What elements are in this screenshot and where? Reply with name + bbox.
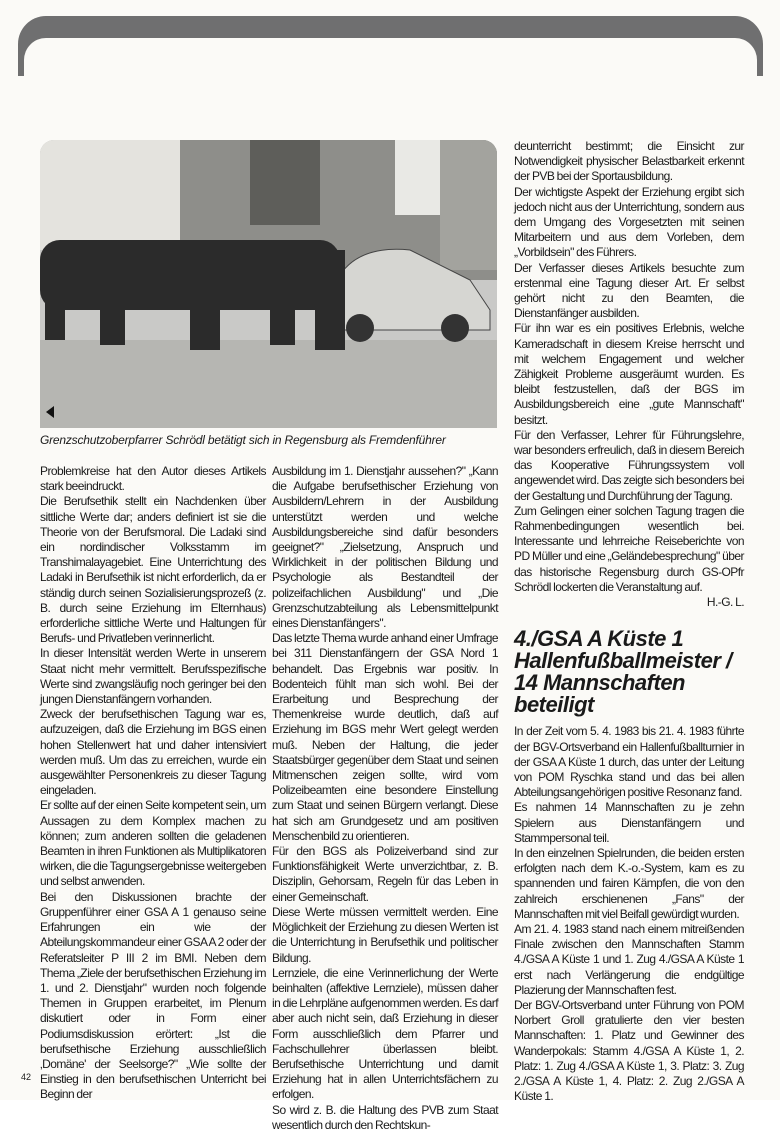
paragraph: Für den Verfasser, Lehrer für Führungslehre, war besonders erfreulich, daß in diesem Bereich das Kooperative Führungssystem voll angewendet wird. Das zeigte sich besonders bei der Gestaltung und Durchführung der Tagung. — [514, 427, 744, 503]
paragraph: Ausbildung im 1. Dienstjahr aussehen?" „Kann die Aufgabe berufsethischer Erziehung von Ausbildern/Lehrern in der Ausbildung unterstützt werden und welche Ausbildungsbereiche sind dafür besonders geeignet?" „Zielsetzung, Anspruch und Wirklichkeit in der politischen Bildung und Psychologie als Bestandteil der polizeifachlichen Ausbildung" und „Die Grenzschutzabteilung als Lebensmittelpunkt eines Dienstanfängers". — [272, 464, 498, 631]
paragraph: Zweck der berufsethischen Tagung war es, aufzuzeigen, daß die Erziehung im BGS einen hohen Stellenwert hat und daher intensiviert werden muß. Um das zu erreichen, wurde ein ausgewählter Personenkreis zu dieser Tagung eingeladen. — [40, 707, 266, 798]
paragraph: Der BGV-Ortsverband unter Führung von POM Norbert Groll gratulierte den vier besten Mannschaften: 1. Platz und Gewinner des Wanderpokals: Stamm 4./GSA A Küste 1, 2. Platz: 1. Zug 4./GSA A Küste 1, 3. Platz: 3. Zug 2./GSA A Küste 1, 4. Platz: 2. Zug 2./GSA A Küste 1. — [514, 997, 744, 1104]
paragraph: Das letzte Thema wurde anhand einer Umfrage bei 311 Dienstanfängern der GSA Nord 1 behandelt. Das Ergebnis war positiv. In Bodenteich fühlt man sich wohl. Bei der Erarbeitung und Besprechung der Themenkreise wurde deutlich, daß auf Erziehung im BGS mehr Wert gelegt werden muß. Neben der Haltung, die jeder Staatsbürger gegenüber dem Staat und seinen Mitmenschen zeigen sollte, wird vom Polizeibeamten eine besondere Einstellung zum Staat und seinen Bürgern verlangt. Diese hat sich am Grundgesetz und am positiven Menschenbild zu orientieren. — [272, 631, 498, 843]
article-column-1 — [40, 464, 266, 1103]
paragraph: Zum Gelingen einer solchen Tagung tragen die Rahmenbedingungen wesentlich bei. Interessante und lehrreiche Reiseberichte von PD Müller und eine „Geländebesprechung" über das historische Regensburg durch GS-OPfr Schrödl lockerten die Veranstaltung auf. — [514, 503, 744, 594]
paragraph: So wird z. B. die Haltung des PVB zum Staat wesentlich durch den Rechtskun- — [272, 1102, 498, 1132]
paragraph: Problemkreise hat den Autor dieses Artikels stark beeindruckt. — [40, 464, 266, 494]
page-number: 42 — [21, 1072, 32, 1082]
photo-caption: Grenzschutzoberpfarrer Schrödl betätigt sich in Regensburg als Fremdenführer — [40, 433, 446, 447]
paragraph: Für den BGS als Polizeiverband sind zur Funktionsfähigkeit Werte unverzichtbar, z. B. Disziplin, Gehorsam, Regeln für das Leben in einer Gemeinschaft. — [272, 844, 498, 904]
paragraph: Bei den Diskussionen brachte der Gruppenführer einer GSA A 1 genauso seine Erfahrungen ein wie der Abteilungskommandeur einer GSA A 2 oder der Referatsleiter P III 2 im BMI. Neben dem Thema „Ziele der berufsethischen Erziehung im 1. und 2. Dienstjahr" wurden noch folgende Themen in Gruppen erarbeitet, im Plenum diskutiert oder in Form einer Podiumsdiskussion erörtert: „Ist die berufsethische Erziehung ausschließlich ‚Domäne' der Seelsorge?" „Wie sollte der Einstieg in den berufsethischen Unterricht bei Beginn der — [40, 889, 266, 1102]
article-column-2 — [272, 464, 498, 1133]
photo-regensburg-tour — [40, 140, 497, 428]
paragraph: Am 21. 4. 1983 stand nach einem mitreißenden Finale zwischen den Mannschaften Stamm 4./GSA A Küste 1 und 1. Zug 4./GSA A Küste 1 erst nach Verlängerung die endgültige Plazierung der Mannschaften fest. — [514, 921, 744, 997]
paragraph: In dieser Intensität werden Werte in unserem Staat nicht mehr vermittelt. Berufsspezifische Werte sind zwangsläufig noch geringer bei den jungen Dienstanfängern vorhanden. — [40, 646, 266, 707]
paragraph: Die Berufsethik stellt ein Nachdenken über sittliche Werte dar; anders definiert ist sie die Theorie von der Berufsmoral. Die Ladaki sind ein nordindischer Volksstamm im Transhimalayagebiet. Eine Unterrichtung des Ladaki in Berufsethik ist nicht erforderlich, da er ständig durch seinen Sozialisierungsprozeß (z. B. durch seine Erziehung im Elternhaus) erforderliche sittliche Werte und Haltungen für Berufs- und Privatleben verinnerlicht. — [40, 494, 266, 646]
paragraph: Lernziele, die eine Verinnerlichung der Werte beinhalten (affektive Lernziele), müssen daher in die Lehrpläne aufgenommen werden. Es darf aber auch nicht sein, daß Erziehung in dieser Form ausschließlich dem Pfarrer und Fachschullehrer überlassen bleibt. Berufsethische Unterrichtung und damit Erziehung hat in allen Unterrichtsfächern zu erfolgen. — [272, 965, 498, 1102]
paragraph: Der wichtigste Aspekt der Erziehung ergibt sich jedoch nicht aus der Unterrichtung, sondern aus dem Umgang des Vorgesetzten mit seinen Mitarbeitern und aus dem Vorleben, dem „Vorbildsein" des Führers. — [514, 184, 744, 260]
paragraph: In der Zeit vom 5. 4. 1983 bis 21. 4. 1983 führte der BGV-Ortsverband ein Hallenfußballturnier in der GSA A Küste 1 durch, das unter der Leitung von POM Ryschka stand und das bei allen Abteilungsangehörigen positive Resonanz fand. — [514, 724, 744, 800]
article-column-3 — [514, 139, 744, 1104]
paragraph: Der Verfasser dieses Artikels besuchte zum erstenmal eine Tagung dieser Art. Er selbst gehört nicht zu den Beamten, die Dienstanfänger ausbilden. — [514, 260, 744, 321]
paragraph: Diese Werte müssen vermittelt werden. Eine Möglichkeit der Erziehung zu diesen Werten ist die Unterrichtung in Berufsethik und politischer Bildung. — [272, 904, 498, 965]
paragraph: Für ihn war es ein positives Erlebnis, welche Kameradschaft in diesem Kreise herrscht und mit welchem Engagement und welcher Zähigkeit Probleme ausgeräumt wurden. Es bleibt festzustellen, daß der BGS im Ausbildungsbereich eine „gute Mannschaft" besitzt. — [514, 321, 744, 427]
paragraph: deunterricht bestimmt; die Einsicht zur Notwendigkeit physischer Belastbarkeit erkennt der PVB bei der Sportausbildung. — [514, 139, 744, 184]
paragraph: Er sollte auf der einen Seite kompetent sein, um Aussagen zu dem Komplex machen zu können; zum anderen sollten die geladenen Beamten in ihren Funktionen als Multiplikatoren wirken, die die Tagungsergebnisse weitergeben und selbst anwenden. — [40, 798, 266, 889]
paragraph: Es nahmen 14 Mannschaften zu je zehn Spielern aus Dienstanfängern und Stammpersonal teil. — [514, 800, 744, 845]
author-signature: H.-G. L. — [706, 595, 744, 610]
article-headline: 4./GSA A Küste 1 Hallenfußballmeister / 14 Mannschaften beteiligt — [514, 626, 732, 718]
paragraph: In den einzelnen Spielrunden, die beiden ersten erfolgten nach dem K.-o.-System, kam es zu spannenden und fairen Kämpfen, die von den zahlreich erschienenen „Fans" der Mannschaften mit viel Beifall gewürdigt wurden. — [514, 845, 744, 921]
